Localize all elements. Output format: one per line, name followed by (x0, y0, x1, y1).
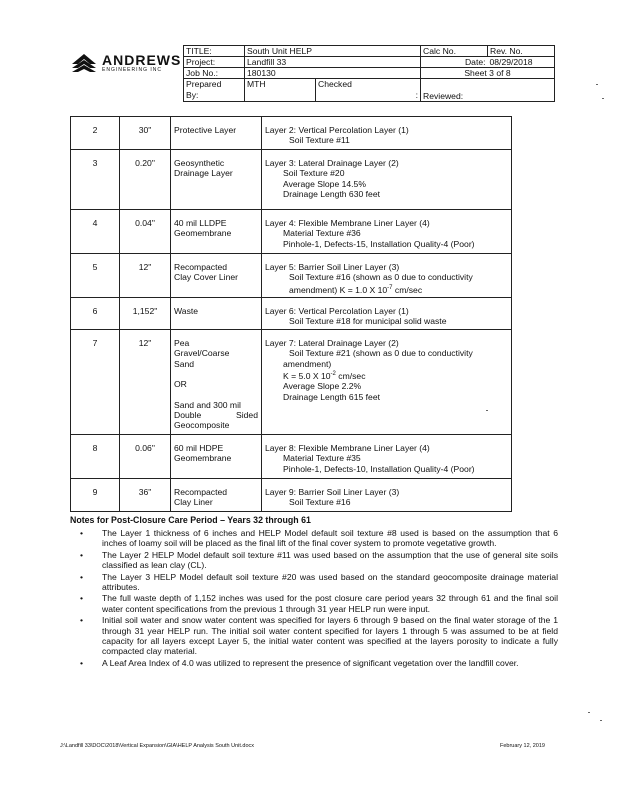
spec-line: Drainage Length 615 feet (283, 391, 380, 402)
date-label: Date: (421, 57, 488, 68)
footer-file-path: J:\Landfill 33\DOC\2018\Vertical Expansion\GIA\HELP Analysis South Unit.docx (60, 743, 255, 749)
footer-date: February 12, 2019 (500, 743, 545, 749)
scan-speck (602, 98, 604, 99)
spec-line: Pinhole-1, Defects-10, Installation Quality-4 (Poor) (283, 463, 475, 474)
bullet: • (80, 528, 84, 538)
spec-line: Average Slope 2.2% (283, 381, 362, 392)
layer-number: 5 (71, 254, 120, 298)
layer-number: 3 (71, 150, 120, 210)
note-text: The Layer 2 HELP Model default soil texture #11 was used based on the assumption that the use of general site soils classified as lean clay (CL). (102, 549, 558, 571)
bullet: • (80, 615, 84, 626)
scan-speck (596, 84, 598, 85)
note-text: A Leaf Area Index of 4.0 was utilized to represent the presence of significant vegetation over the landfill cover. (102, 657, 519, 668)
logo-name: ANDREWS (102, 52, 182, 68)
spec-text: amendment) K = 1.0 X 10 (289, 284, 388, 295)
title-label: TITLE: (184, 46, 245, 57)
layer-material (171, 210, 262, 254)
title-value: South Unit HELP (245, 46, 421, 57)
layer-thickness: 1,152" (120, 298, 171, 330)
prepared-by-label (184, 79, 245, 102)
layer-spec (262, 298, 512, 330)
layer-spec (262, 329, 512, 434)
note-text: The full waste depth of 1,152 inches was used for the post closure care period years 32 through 61 and the final soil water content specifications from the previous 1 through 31 year HELP run were input. (102, 593, 558, 614)
layer-thickness: 12" (120, 254, 171, 298)
material-word: Double (174, 409, 202, 420)
material-line: Sand (174, 358, 195, 369)
company-logo (70, 52, 180, 82)
material-line: 60 mil HDPE (174, 442, 224, 453)
material-line: Geocomposite (174, 420, 230, 431)
layer-table (70, 116, 512, 512)
material-line: Sand and 300 mil (174, 399, 241, 410)
list-item (80, 615, 558, 657)
spec-line: Material Texture #36 (283, 228, 361, 239)
material-line: Pea (174, 337, 190, 348)
checked-colon: : (415, 90, 418, 100)
spec-line (265, 369, 508, 381)
spec-line: Layer 7: Lateral Drainage Layer (2) (265, 337, 399, 348)
table-row (71, 210, 512, 254)
spec-line: Soil Texture #18 for municipal solid waste (289, 316, 447, 327)
notes-title: Notes for Post-Closure Care Period – Years 32 through 61 (70, 515, 311, 525)
list-item (80, 593, 558, 614)
spec-text: K = 5.0 X 10 (283, 370, 331, 381)
layer-spec (262, 150, 512, 210)
material-line: Clay Liner (174, 497, 213, 508)
bullet: • (80, 657, 84, 668)
note-text: Initial soil water and snow water content was specified for layers 6 through 9 based on the final water storage of the 1 through 31 year HELP run. The initial soil water content specified for layers 1 through 5 was assumed to be at field capacity for all layers except Layer 5, the initial water content was specified at the layers porosity to indicate a fully compacted clay material. (102, 615, 558, 657)
layer-material (171, 117, 262, 150)
material-line: Recompacted (174, 486, 228, 497)
spec-exponent: -2 (330, 371, 336, 378)
spec-line: Drainage Length 630 feet (283, 189, 380, 200)
spec-line (265, 283, 508, 295)
layer-material (171, 150, 262, 210)
reviewed-label: Reviewed: (421, 79, 555, 102)
spec-line: Layer 8: Flexible Membrane Liner Layer (4) (265, 442, 430, 453)
material-line (174, 410, 258, 420)
spec-line: Pinhole-1, Defects-15, Installation Quality-4 (Poor) (283, 238, 475, 249)
layer-thickness: 36" (120, 478, 171, 511)
list-item (80, 657, 558, 668)
material-line: Clay Cover Liner (174, 272, 238, 283)
spec-line: Layer 2: Vertical Percolation Layer (1) (265, 125, 409, 135)
note-text: The Layer 3 HELP Model default soil texture #20 was used based on the standard geocomposite drainage material attributes. (102, 571, 558, 593)
material-line: Drainage Layer (174, 168, 233, 179)
table-row (71, 434, 512, 478)
layer-spec (262, 434, 512, 478)
spec-line: Layer 3: Lateral Drainage Layer (2) (265, 158, 399, 168)
scan-speck (600, 720, 602, 721)
spec-line: Layer 6: Vertical Percolation Layer (1) (265, 306, 409, 317)
layer-material (171, 478, 262, 511)
table-row (71, 254, 512, 298)
sheet-number: Sheet 3 of 8 (421, 68, 555, 79)
table-row (71, 329, 512, 434)
spec-line: Soil Texture #21 (shown as 0 due to conductivity (289, 348, 473, 359)
calc-header-table (183, 45, 555, 102)
list-item (80, 571, 558, 593)
layer-material (171, 434, 262, 478)
bullet: • (80, 571, 84, 582)
spec-unit: cm/sec (335, 370, 366, 381)
layer-spec (262, 117, 512, 150)
material-line: 40 mil LLDPE (174, 218, 227, 228)
spec-line: Soil Texture #16 (289, 497, 351, 508)
layer-number: 8 (71, 434, 120, 478)
layer-spec (262, 210, 512, 254)
list-item (80, 549, 558, 571)
notes-list (70, 528, 558, 669)
table-row (71, 117, 512, 150)
table-row (71, 150, 512, 210)
rev-no-label: Rev. No. (488, 46, 555, 57)
andrews-logo-icon (70, 52, 98, 76)
material-line: Geomembrane (174, 453, 232, 464)
layer-number: 7 (71, 329, 120, 434)
material-line: OR (174, 379, 187, 390)
material-word: Sided (236, 409, 258, 420)
layer-thickness: 30" (120, 117, 171, 150)
calc-no-label: Calc No. (421, 46, 488, 57)
spec-line: Material Texture #35 (283, 453, 361, 464)
project-value: Landfill 33 (245, 57, 421, 68)
spec-exponent: -7 (387, 284, 393, 291)
table-row (71, 478, 512, 511)
job-no-label: Job No.: (184, 68, 245, 79)
spec-line: Layer 9: Barrier Soil Liner Layer (3) (265, 486, 400, 497)
list-item (80, 528, 558, 549)
layer-thickness: 0.06" (120, 434, 171, 478)
note-text: The Layer 1 thickness of 6 inches and HELP Model default soil texture #8 used is based on the assumption that 6 inches of loamy soil will be placed as the final lift of the final cover system to promote vegetative growth. (102, 528, 558, 549)
job-no-value: 180130 (245, 68, 421, 79)
spec-line: Average Slope 14.5% (283, 178, 366, 189)
material-line: Geosynthetic (174, 158, 225, 168)
layer-spec (262, 478, 512, 511)
material-line: Recompacted (174, 262, 228, 272)
layer-number: 2 (71, 117, 120, 150)
layer-material (171, 329, 262, 434)
spec-line: Soil Texture #20 (283, 168, 345, 179)
bullet: • (80, 549, 84, 560)
material-line: Gravel/Coarse (174, 348, 230, 359)
logo-subtitle: ENGINEERING INC (102, 67, 163, 73)
layer-material (171, 298, 262, 330)
layer-thickness: 0.20" (120, 150, 171, 210)
layer-spec (262, 254, 512, 298)
scan-speck (588, 712, 590, 713)
date-value: 08/29/2018 (488, 57, 555, 68)
project-label: Project: (184, 57, 245, 68)
bullet: • (80, 593, 84, 604)
material-line: Waste (174, 306, 199, 317)
layer-thickness: 0.04" (120, 210, 171, 254)
by-label: By: (186, 90, 199, 100)
layer-number: 6 (71, 298, 120, 330)
spec-unit: cm/sec (392, 284, 423, 295)
checked-label: Checked (318, 79, 352, 89)
layer-number: 9 (71, 478, 120, 511)
checked-cell (316, 79, 421, 102)
spec-line: Soil Texture #16 (shown as 0 due to conductivity (289, 272, 473, 283)
layer-material (171, 254, 262, 298)
spec-line: Soil Texture #11 (289, 135, 350, 146)
spec-line: amendment) (283, 358, 332, 369)
material-line: Geomembrane (174, 228, 232, 239)
spec-line: Layer 5: Barrier Soil Liner Layer (3) (265, 262, 400, 272)
spec-line: Layer 4: Flexible Membrane Liner Layer (4) (265, 218, 430, 228)
material-line: Protective Layer (174, 125, 237, 135)
prepared-label: Prepared (186, 79, 222, 89)
layer-thickness: 12" (120, 329, 171, 434)
table-row (71, 298, 512, 330)
prepared-by-value: MTH (245, 79, 316, 102)
layer-number: 4 (71, 210, 120, 254)
scan-speck (486, 410, 488, 411)
